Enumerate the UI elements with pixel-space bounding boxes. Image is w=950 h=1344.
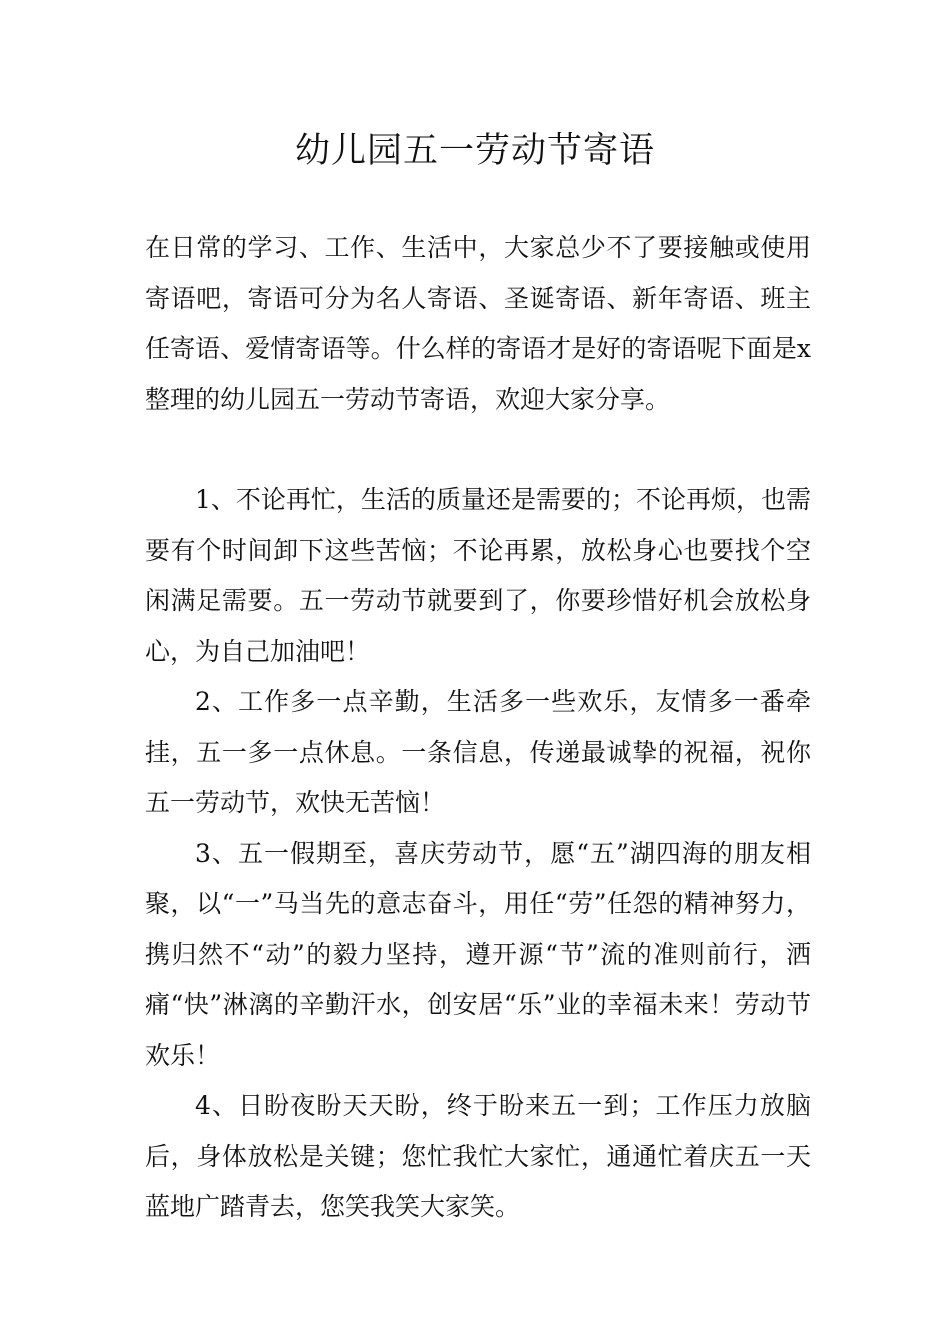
wish-item-3: 3、五一假期至，喜庆劳动节，愿“五”湖四海的朋友相聚，以“一”马当先的意志奋斗，用任“劳”任怨的精神努力，携归然不“动”的毅力坚持，遵开源“节”流的准则前行，洒痛“快”淋漓的辛勤汗水，创安居“乐”业的幸福未来！劳动节欢乐！ (145, 838, 811, 1070)
document-body (145, 223, 811, 1233)
wish-item-2: 2、工作多一点辛勤，生活多一些欢乐，友情多一番牵挂，五一多一点休息。一条信息，传递最诚挚的祝福，祝你五一劳动节，欢快无苦恼！ (145, 687, 811, 817)
intro-paragraph: 在日常的学习、工作、生活中，大家总少不了要接触或使用寄语吧，寄语可分为名人寄语、圣诞寄语、新年寄语、班主任寄语、爱情寄语等。什么样的寄语才是好的寄语呢下面是x整理的幼儿园五一劳动节寄语，欢迎大家分享。 (145, 233, 811, 414)
wish-item-4: 4、日盼夜盼天天盼，终于盼来五一到；工作压力放脑后，身体放松是关键；您忙我忙大家忙，通通忙着庆五一天蓝地广踏青去，您笑我笑大家笑。 (145, 1091, 811, 1221)
wish-item-1: 1、不论再忙，生活的质量还是需要的；不论再烦，也需要有个时间卸下这些苦恼；不论再累，放松身心也要找个空闲满足需要。五一劳动节就要到了，你要珍惜好机会放松身心，为自己加油吧！ (145, 485, 811, 666)
document-title: 幼儿园五一劳动节寄语 (294, 131, 655, 171)
